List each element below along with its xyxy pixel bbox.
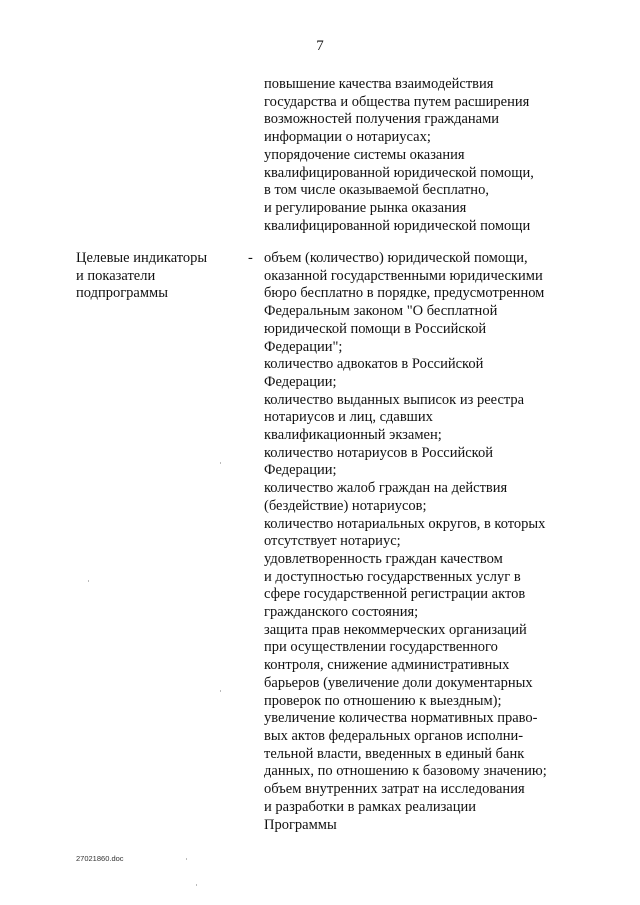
- indicator-text-line: и доступностью государственных услуг в: [264, 568, 521, 585]
- indicator-text-line: Федеральным законом "О бесплатной: [264, 303, 498, 320]
- intro-text-line: упорядочение системы оказания: [264, 146, 465, 163]
- indicator-text-line: сфере государственной регистрации актов: [264, 586, 526, 603]
- indicator-text-line: увеличение количества нормативных право-: [264, 710, 538, 727]
- indicator-text-line: юридической помощи в Российской: [264, 320, 487, 337]
- scan-speck: [88, 580, 89, 582]
- indicator-text-line: барьеров (увеличение доли документарных: [264, 674, 533, 691]
- indicator-text-line: Федерации;: [264, 373, 337, 390]
- indicator-text-line: гражданского состояния;: [264, 604, 419, 621]
- scan-speck: [186, 858, 187, 860]
- intro-text-line: повышение качества взаимодействия: [264, 76, 494, 92]
- scan-speck: [220, 462, 221, 464]
- indicator-text-line: (бездействие) нотариусов;: [264, 497, 427, 514]
- intro-text-line: квалифицированной юридической помощи,: [264, 164, 534, 181]
- section-label-line: Целевые индикаторы: [76, 250, 208, 266]
- footer-filename: 27021860.doc: [76, 854, 124, 863]
- intro-text-block: [264, 76, 594, 235]
- indicator-text-line: количество нотариусов в Российской: [264, 444, 493, 461]
- section-dash: -: [248, 250, 253, 266]
- indicator-text-line: бюро бесплатно в порядке, предусмотренном: [264, 285, 545, 302]
- indicators-text-block: [264, 250, 594, 834]
- indicator-text-line: и разработки в рамках реализации: [264, 798, 477, 815]
- section-label: [76, 250, 236, 303]
- indicator-text-line: объем внутренних затрат на исследования: [264, 781, 525, 798]
- scan-speck: [220, 690, 221, 692]
- indicator-text-line: защита прав некоммерческих организаций: [264, 621, 527, 638]
- indicator-text-line: квалификационный экзамен;: [264, 427, 442, 444]
- indicator-text-line: тельной власти, введенных в единый банк: [264, 745, 525, 762]
- indicator-text-line: проверок по отношению к выездным);: [264, 692, 502, 709]
- scan-speck: [196, 884, 197, 886]
- intro-text-line: государства и общества путем расширения: [264, 93, 530, 110]
- indicator-text-line: количество нотариальных округов, в которых: [264, 515, 546, 532]
- indicator-text-line: контроля, снижение административных: [264, 657, 510, 674]
- indicator-text-line: вых актов федеральных органов исполни-: [264, 727, 524, 744]
- section-label-line: и показатели: [76, 267, 156, 284]
- intro-text-line: информации о нотариусах;: [264, 129, 431, 146]
- indicator-text-line: количество жалоб граждан на действия: [264, 480, 508, 497]
- page-number: 7: [316, 38, 324, 54]
- indicator-text-line: объем (количество) юридической помощи,: [264, 250, 528, 266]
- indicator-text-line: отсутствует нотариус;: [264, 533, 401, 550]
- intro-text-line: квалифицированной юридической помощи: [264, 217, 531, 234]
- indicator-text-line: Программы: [264, 816, 337, 833]
- intro-text-line: в том числе оказываемой бесплатно,: [264, 182, 489, 199]
- indicator-text-line: оказанной государственными юридическими: [264, 267, 543, 284]
- indicator-text-line: удовлетворенность граждан качеством: [264, 550, 503, 567]
- indicator-text-line: Федерации;: [264, 462, 337, 479]
- indicator-text-line: количество адвокатов в Российской: [264, 356, 484, 373]
- intro-text-line: и регулирование рынка оказания: [264, 199, 467, 216]
- indicator-text-line: при осуществлении государственного: [264, 639, 498, 656]
- indicator-text-line: Федерации";: [264, 338, 343, 355]
- intro-text-line: возможностей получения гражданами: [264, 111, 500, 128]
- section-label-line: подпрограммы: [76, 285, 168, 302]
- indicator-text-line: нотариусов и лиц, сдавших: [264, 409, 433, 426]
- indicator-text-line: данных, по отношению к базовому значению;: [264, 763, 547, 780]
- indicator-text-line: количество выданных выписок из реестра: [264, 391, 525, 408]
